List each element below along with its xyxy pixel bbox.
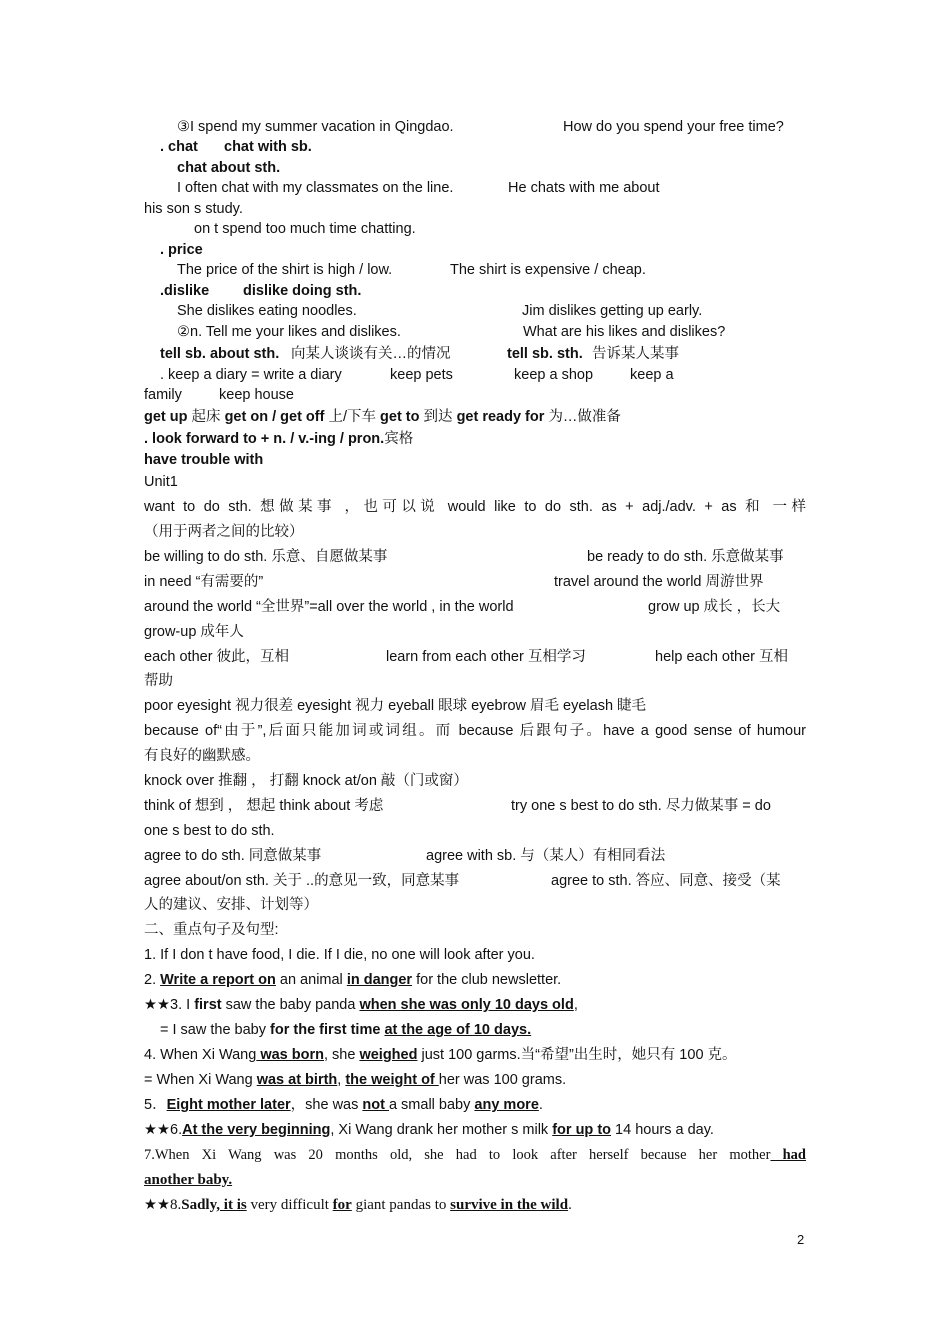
example-likes-1: ②n. Tell me your likes and dislikes.	[177, 324, 401, 340]
unit-line-travel: travel around the world 周游世界	[554, 574, 764, 590]
entry-chat-about: chat about sth.	[177, 160, 281, 176]
unit-line-humour: 有良好的幽默感。	[144, 748, 260, 764]
sentence-7-cont: another baby.	[144, 1172, 233, 1188]
example-likes-2: What are his likes and dislikes?	[523, 324, 726, 340]
unit-line-agree-about: agree about/on sth. 关于 ..的意见一致，同意某事	[144, 873, 460, 889]
unit-line-grow-up: grow up 成长 ，长大	[648, 599, 781, 615]
sentence-7: 7.When Xi Wang was 20 months old, she had to look after herself because her mother had	[144, 1147, 806, 1163]
example-dislike-2: Jim dislikes getting up early.	[522, 303, 703, 319]
unit-line-around: around the world “全世界”=all over the world , in the world	[144, 599, 514, 615]
unit-line-agree-to-cont: 人的建议、安排、计划等）	[144, 897, 318, 913]
example-price-2: The shirt is expensive / cheap.	[450, 262, 646, 278]
sentences-heading: 二、重点句子及句型:	[144, 922, 279, 938]
sentence-1: 1. If I don t have food, I die. If I die, no one will look after you.	[144, 947, 535, 963]
entry-tell-sth-meaning: 告诉某人某事	[592, 346, 679, 362]
sentence-2: 2. Write a report on an animal in danger for the club newsletter.	[144, 972, 562, 988]
unit-line-in-need: in need “有需要的”	[144, 574, 264, 590]
sentence-8: ★★8.Sadly, it is very difficult for giant pandas to survive in the wild.	[144, 1197, 572, 1213]
sentence-3-alt: = I saw the baby for the first time at the age of 10 days.	[160, 1022, 532, 1038]
sentence-4-alt: = When Xi Wang was at birth, the weight of her was 100 grams.	[144, 1072, 567, 1088]
sentence-3: ★★3. I first saw the baby panda when she was only 10 days old,	[144, 997, 578, 1013]
entry-keep-shop: keep a shop	[514, 367, 594, 383]
sentence-5: 5．Eight mother later，she was not a small baby any more.	[144, 1097, 543, 1113]
entry-get-phrases: get up 起床 get on / get off 上/下车 get to 到达 get ready for 为…做准备	[144, 409, 621, 425]
unit-title: Unit1	[144, 474, 178, 490]
example-chat-2: He chats with me about	[508, 180, 660, 196]
entry-price: . price	[160, 242, 203, 258]
unit-line-compare: （用于两者之间的比较）	[144, 524, 304, 540]
entry-chat-with: chat with sb.	[224, 139, 312, 155]
unit-line-help-meaning: 帮助	[144, 673, 173, 689]
example-chat-3: on t spend too much time chatting.	[194, 221, 416, 237]
line-free-time: How do you spend your free time?	[563, 119, 784, 135]
sentence-4: 4. When Xi Wang was born, she weighed just 100 garms.当“希望”出生时，她只有 100 克。	[144, 1047, 737, 1063]
entry-keep-diary: . keep a diary = write a diary	[160, 367, 342, 383]
unit-line-agree-do: agree to do sth. 同意做某事	[144, 848, 322, 864]
example-dislike-1: She dislikes eating noodles.	[177, 303, 357, 319]
unit-line-grow-up-noun: grow-up 成年人	[144, 624, 244, 640]
star-icon: ★★	[144, 1122, 170, 1138]
example-price-1: The price of the shirt is high / low.	[177, 262, 393, 278]
unit-line-help-each: help each other 互相	[655, 649, 788, 665]
unit-line-because-of: because of“由于”,后面只能加词或词组。而 because 后跟句子。have a good sense of humour	[144, 723, 806, 739]
entry-tell-about-meaning: 向某人谈谈有关…的情况	[291, 346, 451, 362]
entry-tell-sth: tell sb. sth.	[507, 346, 583, 362]
unit-line-learn-from: learn from each other 互相学习	[386, 649, 586, 665]
unit-line-want: want to do sth. 想做某事 ，也可以说 would like to do sth. as + adj./adv. + as 和 一样	[144, 499, 806, 515]
line-vacation: ③I spend my summer vacation in Qingdao.	[177, 119, 454, 135]
entry-keep-pets: keep pets	[390, 367, 453, 383]
entry-chat: . chat	[160, 139, 198, 155]
unit-line-willing: be willing to do sth. 乐意、自愿做某事	[144, 549, 388, 565]
unit-line-eyesight: poor eyesight 视力很差 eyesight 视力 eyeball 眼球 eyebrow 眉毛 eyelash 睫毛	[144, 698, 647, 714]
star-icon: ★★	[144, 997, 170, 1013]
star-icon: ★★	[144, 1197, 170, 1213]
example-chat-2-cont: his son s study.	[144, 201, 243, 217]
entry-keep-a: keep a	[630, 367, 674, 383]
unit-line-agree-to: agree to sth. 答应、同意、接受（某	[551, 873, 781, 889]
entry-have-trouble: have trouble with	[144, 452, 264, 468]
entry-look-forward: . look forward to + n. / v.-ing / pron.宾格	[144, 431, 414, 447]
unit-line-ready: be ready to do sth. 乐意做某事	[587, 549, 784, 565]
entry-keep-house: keep house	[219, 387, 294, 403]
example-chat-1: I often chat with my classmates on the line.	[177, 180, 454, 196]
unit-line-think: think of 想到 ， 想起 think about 考虑	[144, 798, 384, 814]
entry-dislike: .dislike	[160, 283, 210, 299]
unit-line-knock: knock over 推翻 ， 打翻 knock at/on 敲（门或窗）	[144, 773, 468, 789]
unit-line-agree-with: agree with sb. 与（某人）有相同看法	[426, 848, 666, 864]
entry-dislike-doing: dislike doing sth.	[243, 283, 362, 299]
entry-family: family	[144, 387, 182, 403]
page-number: 2	[797, 1232, 805, 1247]
entry-tell-about: tell sb. about sth.	[160, 346, 280, 362]
sentence-6: ★★6.At the very beginning, Xi Wang drank her mother s milk for up to 14 hours a day.	[144, 1122, 714, 1138]
unit-line-each-other: each other 彼此，互相	[144, 649, 290, 665]
unit-line-try-best: try one s best to do sth. 尽力做某事 = do	[511, 798, 771, 814]
unit-line-do-best: one s best to do sth.	[144, 823, 275, 839]
